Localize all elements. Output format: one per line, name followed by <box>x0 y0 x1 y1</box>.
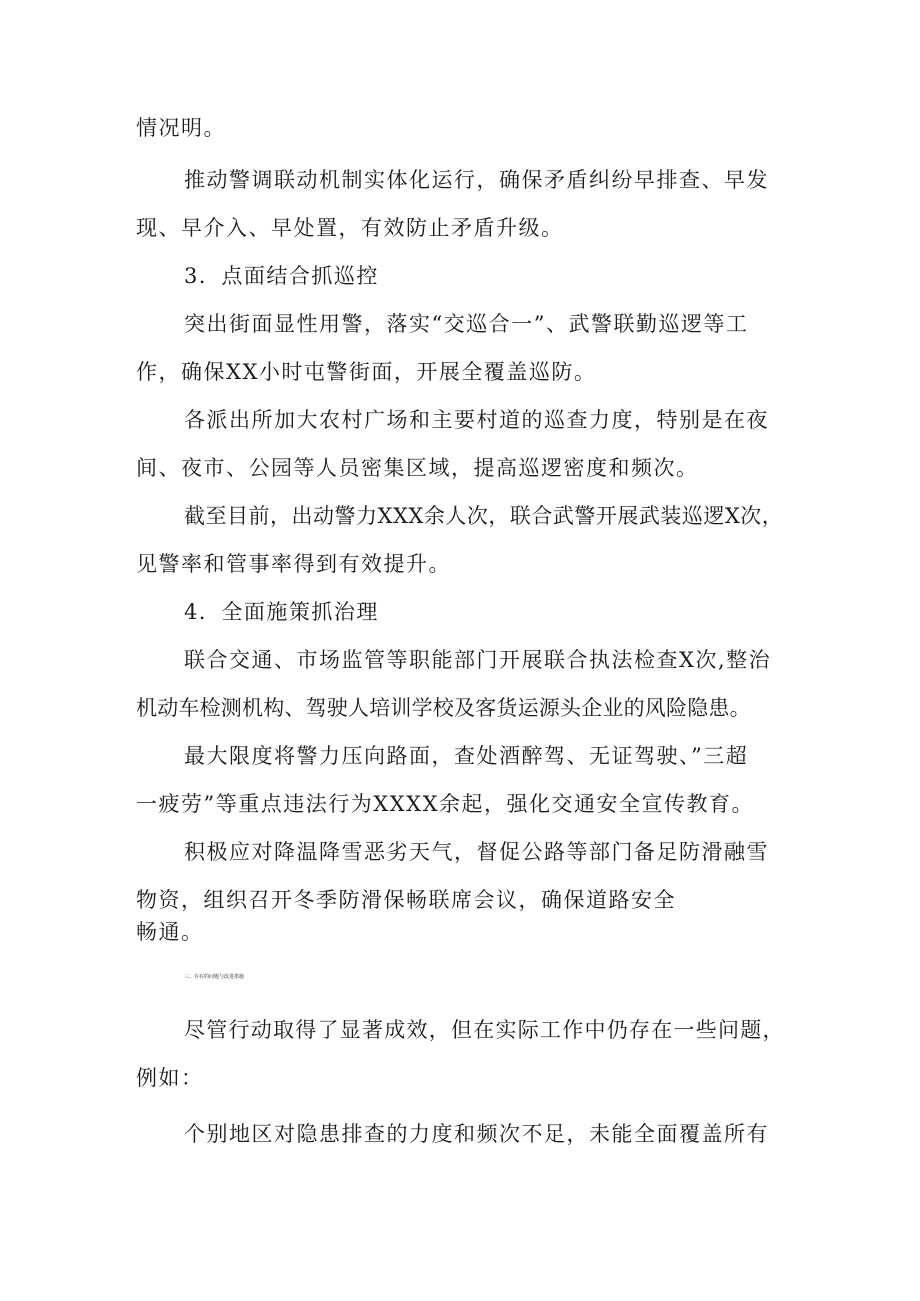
text-line: 最大限度将警力压向路面，查处酒醉驾、无证驾驶、”三超 <box>184 744 749 768</box>
text-line: 例如： <box>136 1066 204 1090</box>
text-line: 见警率和管事率得到有效提升。 <box>136 552 451 576</box>
text-line: 尽管行动取得了显著成效，但在实际工作中仍存在一些问题， <box>184 1018 785 1042</box>
text-line: 积极应对降温降雪恶劣天气，督促公路等部门备足防滑融雪 <box>184 840 769 864</box>
text-line: 截至目前，出动警力XXX余人次，联合武警开展武装巡逻X次， <box>184 504 784 528</box>
text-line: 间、夜市、公园等人员密集区域，提高巡逻密度和频次。 <box>136 456 699 480</box>
text-line: 一疲劳”等重点违法行为XXXX余起，强化交通安全宣传教育。 <box>136 792 755 816</box>
text-line: 机动车检测机构、驾驶人培训学校及客货运源头企业的风险隐患。 <box>136 696 751 720</box>
text-line: 推动警调联动机制实体化运行，确保矛盾纠纷早排查、早发 <box>184 168 769 192</box>
text-line: 现、早介入、早处置，有效防止矛盾升级。 <box>136 216 564 240</box>
subheading: 3．点面结合抓巡控 <box>184 264 379 288</box>
text-line: 情况明。 <box>136 116 226 140</box>
text-line: 突出街面显性用警，落实“交巡合一”、武警联勤巡逻等工 <box>184 312 749 336</box>
text-line: 畅通。 <box>136 920 204 944</box>
text-line: 作，确保XX小时屯警街面，开展全覆盖巡防。 <box>136 360 597 384</box>
text-line: 个别地区对隐患排查的力度和频次不足，未能全面覆盖所有 <box>184 1122 769 1146</box>
section-heading: 三、存在的问题与改进措施 <box>184 974 245 980</box>
text-line: 各派出所加大农村广场和主要村道的巡查力度，特别是在夜 <box>184 408 769 432</box>
subheading: 4．全面施策抓治理 <box>184 600 379 624</box>
text-line: 联合交通、市场监管等职能部门开展联合执法检查X次,整治 <box>184 648 772 672</box>
text-line: 物资，组织召开冬季防滑保畅联席会议，确保道路安全 <box>136 888 676 912</box>
